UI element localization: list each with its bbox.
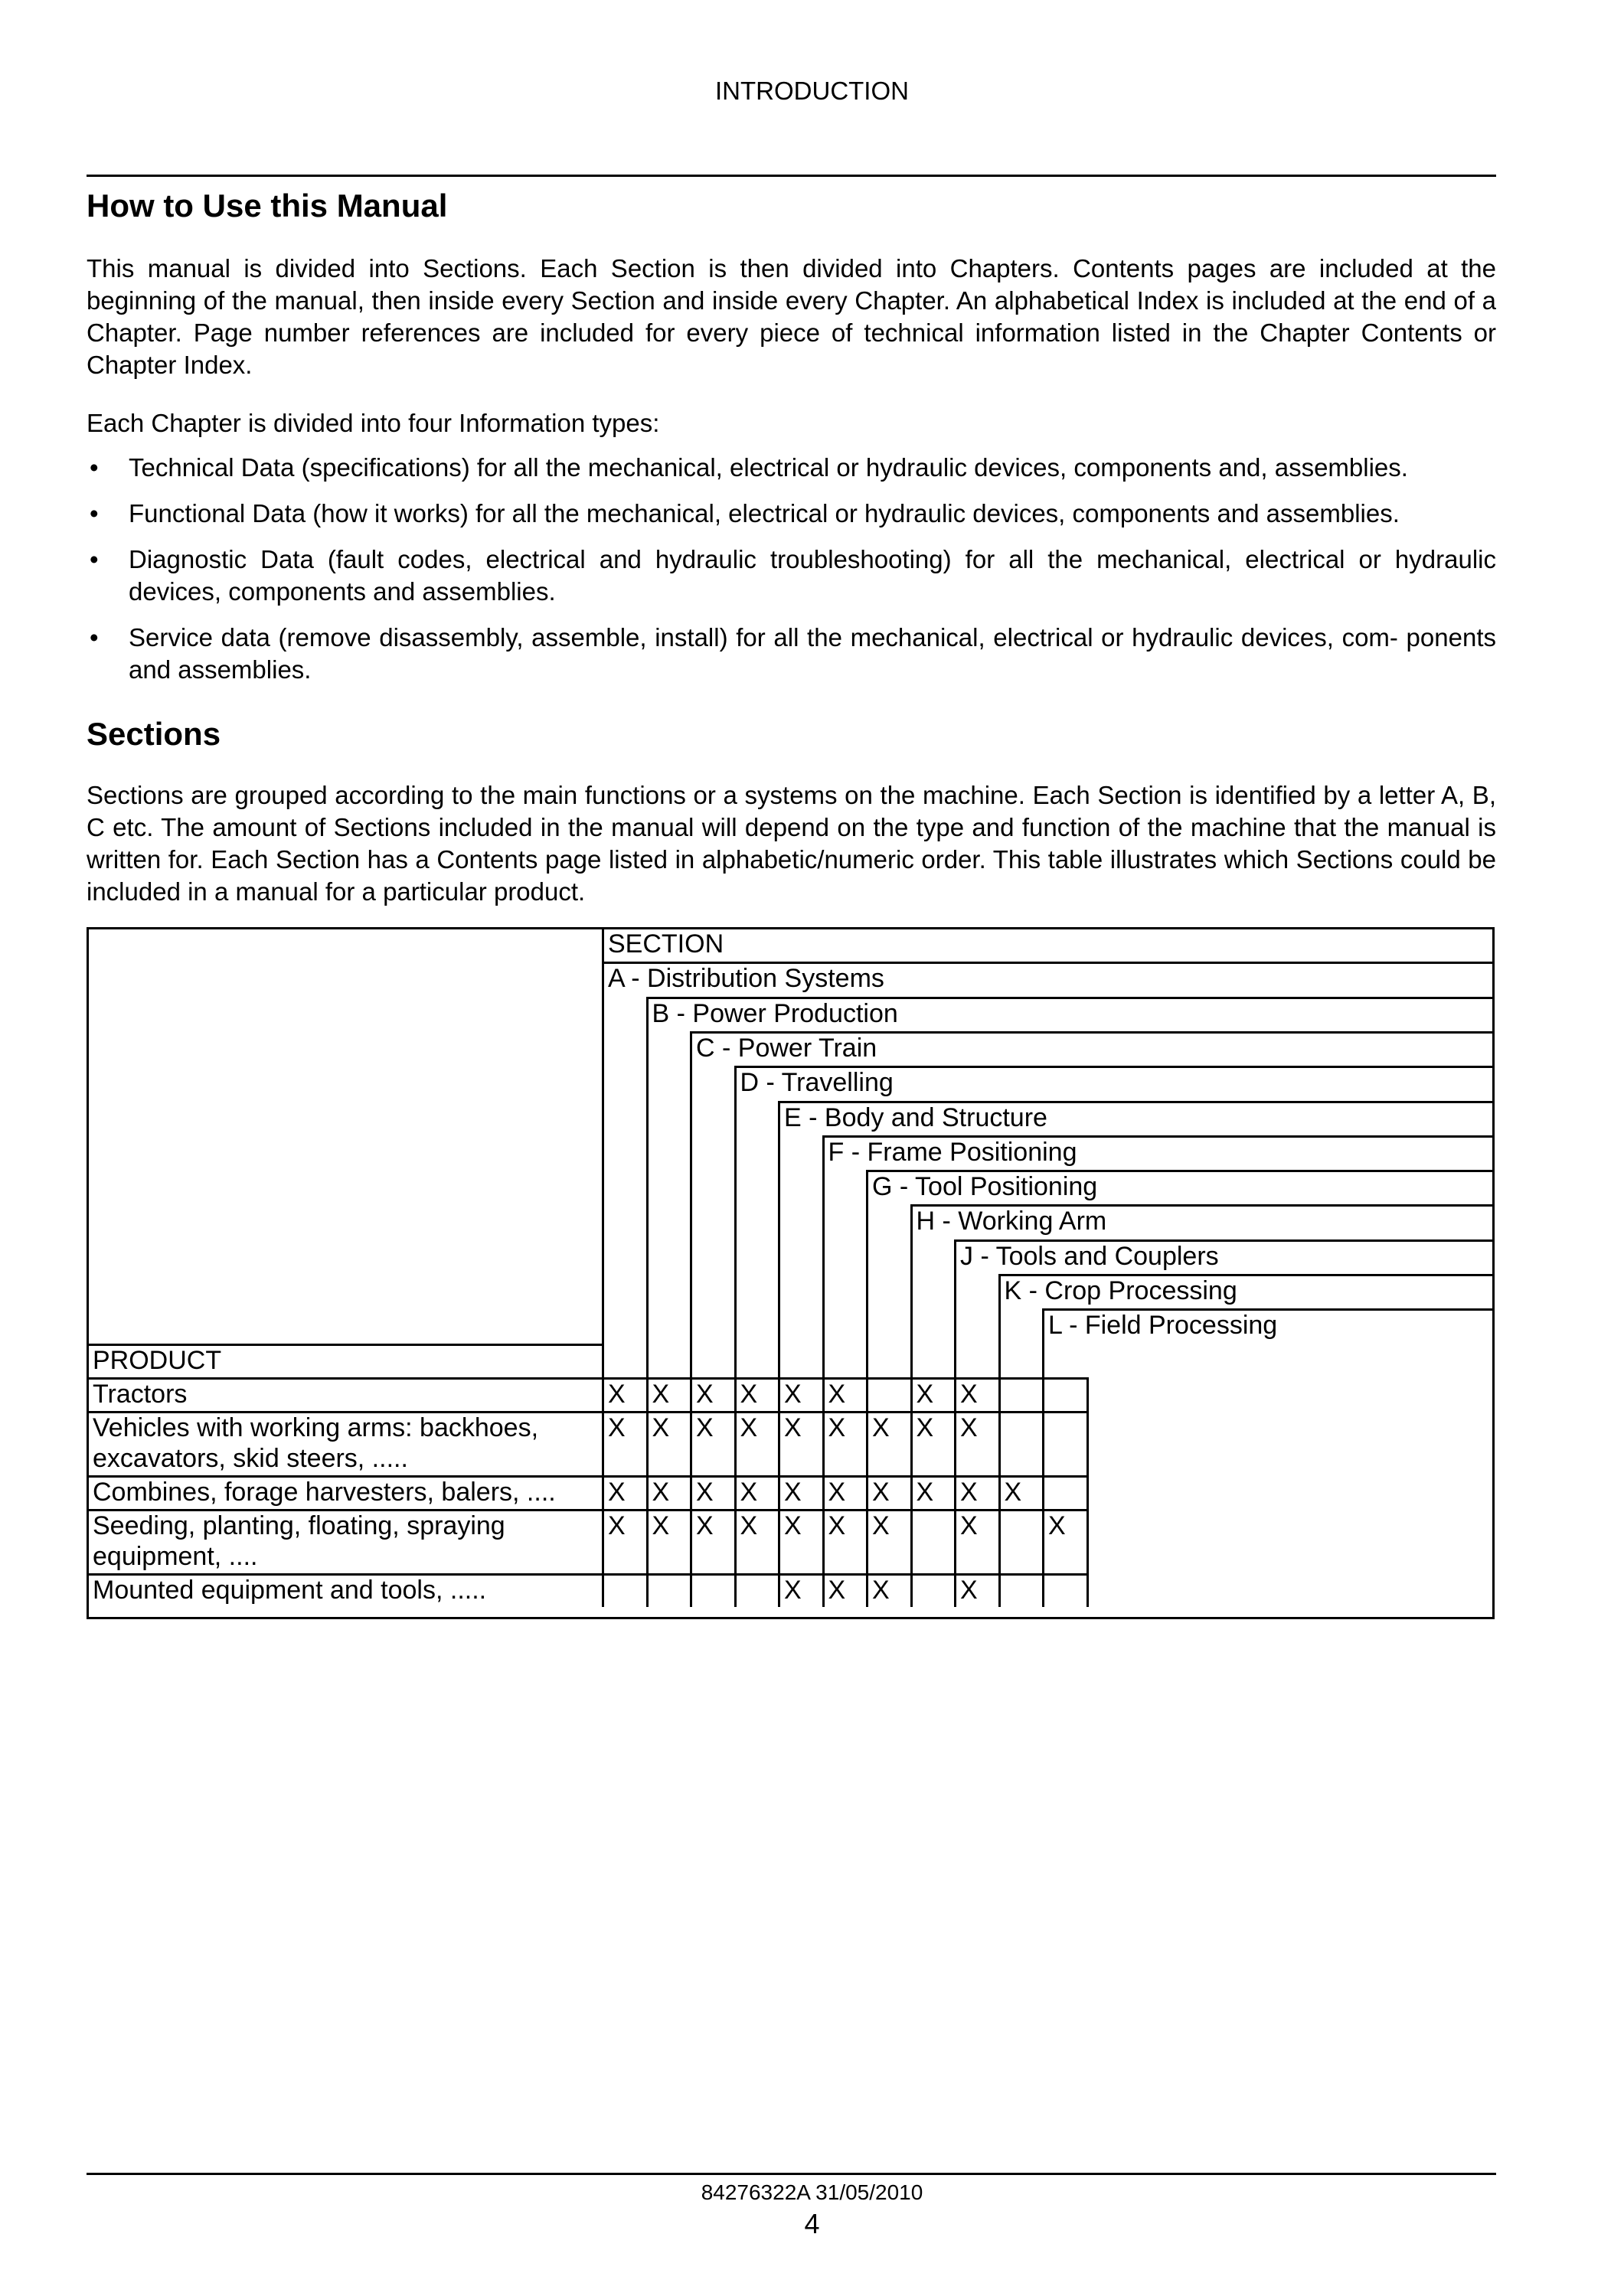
document-reference: 84276322A 31/05/2010 [701,2180,923,2204]
list-item: • Service data (remove disassembly, assemble, install) for all the mechanical, electrical or hydraulic devices, com- ponents and assemblies. [90,623,1496,684]
table-rule [1042,1573,1044,1607]
bullet-icon: • [90,453,99,482]
table-cell-mark: X [784,1477,802,1507]
table-rule [778,1573,780,1607]
product-name: Tractors [93,1379,188,1409]
table-rule [734,1573,737,1607]
table-rule [998,1377,1001,1411]
section-name: G - Tool Positioning [872,1172,1098,1202]
table-cell-mark: X [872,1511,890,1540]
bullet-icon: • [90,623,99,652]
table-cell-mark: X [960,1413,978,1442]
table-cell-mark: X [872,1477,890,1507]
table-rule [87,927,1495,929]
table-cell-mark: X [828,1477,846,1507]
table-rule [822,1573,825,1607]
table-cell-mark: X [784,1575,802,1605]
table-cell-mark: X [608,1379,626,1409]
table-cell-mark: X [740,1413,758,1442]
page-number: 4 [804,2208,820,2239]
table-rule [866,1475,868,1509]
table-rule [690,1475,692,1509]
table-rule [646,1475,649,1509]
table-rule [646,997,649,1377]
heading-sections: Sections [87,716,221,752]
table-rule [1042,1377,1044,1411]
table-rule [734,1066,737,1377]
table-cell-mark: X [740,1477,758,1507]
table-rule [910,1573,913,1607]
table-cell-mark: X [916,1477,934,1507]
table-cell-mark: X [916,1413,934,1442]
table-rule [778,1101,780,1377]
table-cell-mark: X [916,1379,934,1409]
table-rule [866,1170,868,1377]
table-rule [954,1509,956,1573]
table-rule [866,1377,868,1411]
table-rule [87,1377,1086,1380]
sections-table [87,927,1495,1619]
section-name: H - Working Arm [916,1207,1107,1236]
table-rule [690,1509,692,1573]
list-item: • Functional Data (how it works) for all the mechanical, electrical or hydraulic devices, components and assemblies. [87,498,1496,530]
table-cell-mark: X [696,1379,714,1409]
table-cell-mark: X [784,1379,802,1409]
table-rule [646,1573,649,1607]
table-rule [734,1411,737,1475]
table-cell-mark: X [784,1511,802,1540]
table-cell-mark: X [784,1413,802,1442]
table-rule [954,1475,956,1509]
table-rule [734,1509,737,1573]
table-rule [954,1411,956,1475]
table-cell-mark: X [960,1511,978,1540]
section-name: E - Body and Structure [784,1102,1047,1132]
bullet-icon: • [90,499,99,527]
product-name: excavators, skid steers, ..... [93,1443,408,1473]
running-header: INTRODUCTION [715,77,909,105]
table-rule [646,1411,649,1475]
table-cell-mark: X [960,1379,978,1409]
table-cell-mark: X [608,1511,626,1540]
table-rule [778,1475,780,1509]
table-rule [910,1475,913,1509]
section-name: D - Travelling [740,1068,894,1098]
table-rule [602,1411,604,1475]
table-rule [866,1509,868,1573]
info-types-intro: Each Chapter is divided into four Information types: [87,409,660,437]
table-rule [910,1411,913,1475]
table-rule [690,1411,692,1475]
table-cell-mark: X [740,1511,758,1540]
how-to-use-body [87,253,1496,700]
product-name: Mounted equipment and tools, ..... [93,1575,487,1605]
product-name: Vehicles with working arms: backhoes, [93,1413,539,1442]
table-cell-mark: X [696,1413,714,1442]
table-rule [690,1377,692,1411]
section-name: J - Tools and Couplers [960,1241,1219,1271]
section-name: K - Crop Processing [1004,1276,1237,1305]
table-cell-mark: X [960,1575,978,1605]
table-rule [778,1377,780,1411]
table-cell-mark: X [1004,1477,1022,1507]
info-types-list [87,452,1496,686]
table-cell-mark: X [652,1379,670,1409]
table-rule [822,1377,825,1411]
sections-body [87,779,1496,908]
table-cell-mark: X [696,1511,714,1540]
table-rule [602,1509,604,1573]
table-rule [954,1377,956,1411]
table-rule [734,1475,737,1509]
table-rule [910,1509,913,1573]
table-rule [602,1573,604,1607]
table-rule [1042,1475,1044,1509]
table-rule [998,1411,1001,1475]
list-item: • Diagnostic Data (fault codes, electrical and hydraulic troubleshooting) for all the mechanical, electrical or hydraulic devices, components and assemblies. [90,545,1496,606]
table-cell-mark: X [828,1413,846,1442]
bullet-icon: • [90,545,99,573]
table-cell-mark: X [652,1413,670,1442]
table-rule [822,1509,825,1573]
table-rule [998,1274,1001,1377]
table-rule [778,1509,780,1573]
table-cell-mark: X [1048,1511,1066,1540]
table-rule [1042,1308,1044,1377]
table-rule [87,1617,1495,1619]
table-rule [734,1377,737,1411]
table-cell-mark: X [652,1477,670,1507]
table-rule [1086,1509,1089,1573]
list-item: • Technical Data (specifications) for all the mechanical, electrical or hydraulic devices, components and, assemblies. [87,452,1496,484]
table-rule [822,1475,825,1509]
table-rule [646,1377,649,1411]
table-cell-mark: X [960,1477,978,1507]
table-cell-mark: X [608,1477,626,1507]
table-cell-mark: X [828,1575,846,1605]
table-rule [910,1204,913,1377]
section-name: B - Power Production [652,998,898,1028]
table-rule [1086,1475,1089,1509]
footer-rule [87,2173,1496,2175]
table-rule [1042,1411,1044,1475]
table-rule [602,1475,604,1509]
table-rule [866,1573,868,1607]
how-to-use-paragraph: This manual is divided into Sections. Each Section is then divided into Chapters. Contents pages are included at the beginning of the manual, then inside every Section and inside every Chapter. An alphabetical Index is included at the end of a Chapter. Page number references are included for every piece of technical information listed in the Chapter Contents or Chapter Index. [87,254,1496,379]
product-header-label: PRODUCT [93,1345,222,1375]
table-rule [1086,1377,1089,1411]
table-cell-mark: X [696,1477,714,1507]
product-name: Combines, forage harvesters, balers, .... [93,1477,556,1507]
header-rule [87,175,1496,177]
table-rule [954,1573,956,1607]
table-rule [910,1377,913,1411]
table-rule [778,1411,780,1475]
table-rule [602,1377,604,1411]
table-cell-mark: X [652,1511,670,1540]
table-rule [1042,1509,1044,1573]
section-name: L - Field Processing [1048,1311,1278,1341]
table-rule [690,1573,692,1607]
table-rule [87,927,89,1619]
table-rule [866,1411,868,1475]
product-name: equipment, .... [93,1541,258,1571]
section-name: A - Distribution Systems [608,964,884,994]
section-name: C - Power Train [696,1033,877,1063]
table-rule [998,1475,1001,1509]
table-rule [998,1573,1001,1607]
table-rule [1086,1573,1089,1607]
table-rule [602,927,604,1377]
table-rule [822,1135,825,1377]
table-rule [822,1411,825,1475]
table-cell-mark: X [608,1413,626,1442]
heading-how-to-use: How to Use this Manual [87,188,448,224]
table-rule [690,1031,692,1377]
table-rule [1086,1411,1089,1475]
table-cell-mark: X [872,1575,890,1605]
table-rule [998,1509,1001,1573]
table-cell-mark: X [828,1511,846,1540]
table-cell-mark: X [740,1379,758,1409]
section-header-label: SECTION [608,929,724,959]
table-cell-mark: X [872,1413,890,1442]
table-rule [954,1239,956,1377]
sections-paragraph: Sections are grouped according to the main functions or a systems on the machine. Each Section is identified by a letter A, B, C etc. The amount of Sections included in the manual will depend on the type and function of the machine that the manual is written for. Each Section has a Contents page listed in alphabetic/numeric order. This table illustrates which Sections could be included in a manual for a particular product. [87,781,1496,906]
product-name: Seeding, planting, floating, spraying [93,1511,505,1540]
table-cell-mark: X [828,1379,846,1409]
section-name: F - Frame Positioning [828,1137,1077,1167]
table-rule [646,1509,649,1573]
